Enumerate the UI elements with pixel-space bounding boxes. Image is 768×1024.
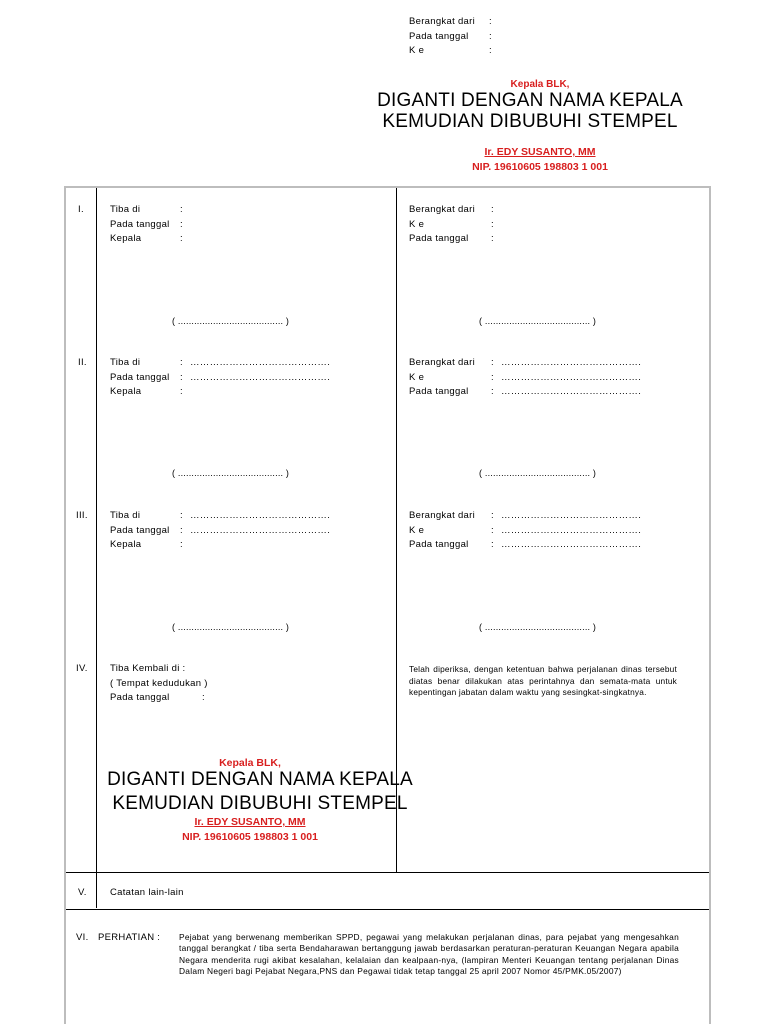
section-number: I. <box>78 204 84 215</box>
top-departure-info <box>409 15 529 59</box>
field-row <box>409 218 699 233</box>
top-label: K e <box>409 45 425 56</box>
bottom-kepala-title: Kepala BLK, <box>219 757 281 769</box>
top-row-berangkat <box>409 15 529 30</box>
section-number: II. <box>78 357 87 368</box>
return-label: Tiba Kembali di : <box>110 663 186 674</box>
section1-left-fields <box>110 203 390 247</box>
colon: : <box>180 357 183 368</box>
top-row-ke <box>409 44 529 59</box>
field-row <box>110 509 390 524</box>
signature-placeholder-left: ( ....................................... ) <box>172 622 290 632</box>
field-label: Berangkat dari <box>409 357 475 368</box>
section-number: III. <box>76 510 88 521</box>
field-label: Pada tanggal <box>409 386 469 397</box>
bottom-signer-nip: NIP. 19610605 198803 1 001 <box>182 831 318 843</box>
field-row <box>409 232 699 247</box>
field-label: Pada tanggal <box>409 539 469 550</box>
notes-label: Catatan lain-lain <box>110 887 184 898</box>
colon: : <box>491 539 494 550</box>
section-number: V. <box>78 887 87 898</box>
dotted-fill: ……………………………………. <box>190 357 331 368</box>
dotted-fill: ……………………………………. <box>190 524 331 536</box>
field-row <box>409 203 699 218</box>
field-label: Tiba di <box>110 357 141 368</box>
dotted-fill: ……………………………………. <box>501 386 642 397</box>
signature-placeholder-left: ( ....................................... ) <box>172 468 290 478</box>
colon: : <box>180 386 183 397</box>
table-right-border <box>709 186 711 1024</box>
field-label: Tiba di <box>110 204 141 215</box>
field-label: Berangkat dari <box>409 510 475 521</box>
field-row <box>409 524 699 539</box>
field-row <box>110 691 390 706</box>
verification-statement: Telah diperiksa, dengan ketentuan bahwa perjalanan dinas tersebut diatas benar dilakukan atas perintahnya dan semata-mata untuk kepentingan jabatan dalam waktu yang sesingkat-singkatnya. <box>409 664 677 697</box>
table-top-border <box>64 186 710 188</box>
field-row <box>110 232 390 247</box>
top-signer-nip: NIP. 19610605 198803 1 001 <box>472 161 608 173</box>
table-row-divider-vi <box>66 909 709 910</box>
signature-placeholder-left: ( ....................................... ) <box>172 316 290 326</box>
field-label: Pada tanggal <box>110 371 170 383</box>
field-label: Tiba di <box>110 510 141 521</box>
dotted-fill: ……………………………………. <box>190 371 331 383</box>
colon: : <box>489 30 492 42</box>
top-label: Berangkat dari <box>409 16 475 27</box>
colon: : <box>491 371 494 383</box>
colon: : <box>491 218 494 230</box>
field-row <box>409 371 699 386</box>
field-label: Kepala <box>110 539 142 550</box>
field-label: Berangkat dari <box>409 204 475 215</box>
field-label: K e <box>409 371 425 383</box>
colon: : <box>489 45 492 56</box>
section4-return-info <box>110 662 390 706</box>
bottom-replace-line2: KEMUDIAN DIBUBUHI STEMPEL <box>112 793 408 814</box>
signature-placeholder-right: ( ....................................... ) <box>479 622 597 632</box>
section3-left-fields <box>110 509 390 553</box>
top-row-tanggal <box>409 30 529 45</box>
field-label: Kepala <box>110 386 142 397</box>
top-replace-line1: DIGANTI DENGAN NAMA KEPALA <box>377 90 683 111</box>
field-row <box>110 203 390 218</box>
dotted-fill: ……………………………………. <box>501 510 642 521</box>
field-label: Pada tanggal <box>110 524 170 536</box>
home-base-note: ( Tempat kedudukan ) <box>110 677 208 689</box>
signature-placeholder-right: ( ....................................... ) <box>479 468 597 478</box>
attention-label: PERHATIAN : <box>98 932 161 943</box>
section2-right-fields <box>409 356 699 400</box>
colon: : <box>491 357 494 368</box>
colon: : <box>491 510 494 521</box>
field-label: K e <box>409 218 425 230</box>
field-label: Pada tanggal <box>110 218 170 230</box>
field-label: Kepala <box>110 233 142 244</box>
colon: : <box>491 204 494 215</box>
dotted-fill: ……………………………………. <box>501 357 642 368</box>
field-label: Pada tanggal <box>110 692 170 703</box>
bottom-signer-name: Ir. EDY SUSANTO, MM <box>194 816 306 828</box>
colon: : <box>491 233 494 244</box>
table-left-border <box>64 186 66 1024</box>
colon: : <box>202 692 205 703</box>
colon: : <box>491 524 494 536</box>
colon: : <box>180 539 183 550</box>
field-row <box>409 509 699 524</box>
colon: : <box>180 218 183 230</box>
top-kepala-title: Kepala BLK, <box>510 79 570 90</box>
field-row <box>110 538 390 553</box>
signature-placeholder-right: ( ....................................... ) <box>479 316 597 326</box>
colon: : <box>489 16 492 27</box>
field-row <box>110 218 390 233</box>
section1-right-fields <box>409 203 699 247</box>
section2-left-fields <box>110 356 390 400</box>
section-number: IV. <box>76 663 88 674</box>
top-label: Pada tanggal <box>409 30 469 42</box>
colon: : <box>180 524 183 536</box>
field-label: K e <box>409 524 425 536</box>
section-number: VI. <box>76 932 89 943</box>
colon: : <box>180 233 183 244</box>
field-row <box>409 385 699 400</box>
colon: : <box>180 510 183 521</box>
colon: : <box>491 386 494 397</box>
section3-right-fields <box>409 509 699 553</box>
field-row <box>110 371 390 386</box>
attention-text: Pejabat yang berwenang memberikan SPPD, pegawai yang melakukan perjalanan dinas, para pejabat yang mengesahkan tanggal berangkat / tiba serta Bendaharawan bertanggung jawab berdasarkan peraturan-peraturan Keuangan Negara apabila Negara menderita rugi akibat kesalahan, kelalaian dan kealpaan-nya, (lampiran Menteri Keuangan tentang perjalanan Dinas Dalam Negeri bagi Pejabat Negara,PNS dan Pegawai tidak tetap tanggal 25 april 2007 Nomor 45/PMK.05/2007) <box>179 932 679 976</box>
field-row <box>409 538 699 553</box>
field-row <box>110 356 390 371</box>
dotted-fill: ……………………………………. <box>501 371 642 383</box>
top-replace-line2: KEMUDIAN DIBUBUHI STEMPEL <box>382 111 678 132</box>
field-row <box>110 524 390 539</box>
bottom-replace-line1: DIGANTI DENGAN NAMA KEPALA <box>107 769 413 790</box>
dotted-fill: ……………………………………. <box>501 524 642 536</box>
dotted-fill: ……………………………………. <box>190 510 331 521</box>
table-row-divider-v <box>66 872 709 873</box>
top-signer-name: Ir. EDY SUSANTO, MM <box>484 146 596 158</box>
field-row <box>110 385 390 400</box>
field-label: Pada tanggal <box>409 233 469 244</box>
field-row <box>409 356 699 371</box>
dotted-fill: ……………………………………. <box>501 539 642 550</box>
colon: : <box>180 371 183 383</box>
colon: : <box>180 204 183 215</box>
